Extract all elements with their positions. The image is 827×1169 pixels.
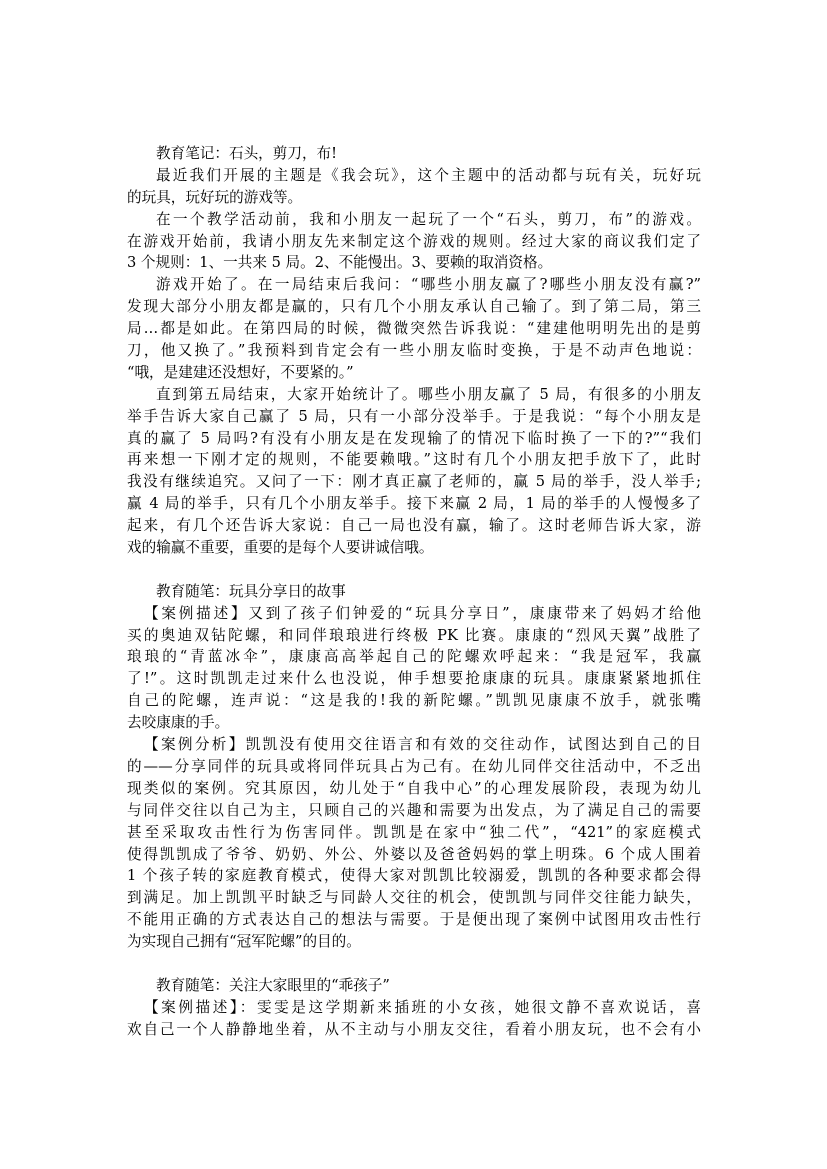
paragraph-line: 欢自己一个人静静地坐着，从不主动与小朋友交往，看着小朋友玩，也不会有小 <box>127 1020 701 1038</box>
paragraph-line: 去咬康康的手。 <box>127 714 230 732</box>
paragraph-line: 【案例描述】：雯雯是这学期新来插班的小女孩，她很文静不喜欢说话，喜 <box>144 998 701 1016</box>
section-title: 教育笔记：石头，剪刀，布! <box>156 145 337 162</box>
paragraph-line: 赢 4 局的举手，只有几个小朋友举手。接下来赢 2 局，1 局的举手的人慢慢多了 <box>127 495 701 513</box>
paragraph-line: 我没有继续追究。又问了一下：刚才真正赢了老师的，赢 5 局的举手，没人举手; <box>127 473 701 491</box>
paragraph-line: 1 个孩子转的家庭教育模式，使得大家对凯凯比较溺爱，凯凯的各种要求都会得 <box>127 867 701 885</box>
paragraph-line: 【案例分析】凯凯没有使用交往语言和有效的交往动作，试图达到自己的目 <box>144 736 701 754</box>
paragraph-line: 局…都是如此。在第四局的时候，微微突然告诉我说：“建建他明明先出的是剪 <box>127 320 701 338</box>
paragraph-line: 游戏开始了。在一局结束后我问：“哪些小朋友赢了?哪些小朋友没有赢?” <box>156 276 701 294</box>
paragraph-line: “哦，是建建还没想好，不要紧的。” <box>127 363 354 381</box>
paragraph-line: 直到第五局结束，大家开始统计了。哪些小朋友赢了 5 局，有很多的小朋友 <box>156 385 701 403</box>
section-title: 教育随笔：关注大家眼里的“乖孩子” <box>156 976 390 994</box>
paragraph-line: 琅琅的“青蓝冰伞”，康康高高举起自己的陀螺欢呼起来：“我是冠军，我赢 <box>127 648 701 666</box>
paragraph-line: 在一个教学活动前，我和小朋友一起玩了一个“石头，剪刀，布”的游戏。 <box>156 210 701 228</box>
paragraph-line: 最近我们开展的主题是《我会玩》，这个主题中的活动都与玩有关，玩好玩 <box>156 166 701 184</box>
paragraph-line: 自己的陀螺，连声说：“这是我的!我的新陀螺。”凯凯见康康不放手，就张嘴 <box>127 692 701 710</box>
paragraph-line: 甚至采取攻击性行为伤害同伴。凯凯是在家中“独二代”，“421”的家庭模式 <box>127 823 701 841</box>
paragraph-line: 起来，有几个还告诉大家说：自己一局也没有赢，输了。这时老师告诉大家，游 <box>127 517 701 535</box>
paragraph-line: 了!”。这时凯凯走过来什么也没说，伸手想要抢康康的玩具。康康紧紧地抓住 <box>127 670 701 688</box>
section-spacer <box>127 559 701 581</box>
paragraph-line: 不能用正确的方式表达自己的想法与需要。于是便出现了案例中试图用攻击性行 <box>127 911 701 929</box>
section-spacer <box>127 953 701 975</box>
paragraph-line: 为实现自己拥有“冠军陀螺”的目的。 <box>127 933 361 951</box>
paragraph-line: 举手告诉大家自己赢了 5 局，只有一小部分没举手。于是我说：“每个小朋友是 <box>127 407 701 425</box>
paragraph-line: 的玩具，玩好玩的游戏等。 <box>127 188 303 206</box>
paragraph-line: 真的赢了 5 局吗?有没有小朋友是在发现输了的情况下临时换了一下的?”“我们 <box>127 429 701 447</box>
paragraph-line: 发现大部分小朋友都是赢的，只有几个小朋友承认自己输了。到了第二局，第三 <box>127 298 701 316</box>
paragraph-line: 使得凯凯成了爷爷、奶奶、外公、外婆以及爸爸妈妈的掌上明珠。6 个成人围着 <box>127 845 701 863</box>
paragraph-line: 在游戏开始前，我请小朋友先来制定这个游戏的规则。经过大家的商议我们定了 <box>127 232 701 250</box>
paragraph-line: 到满足。加上凯凯平时缺乏与同龄人交往的机会，使凯凯与同伴交往能力缺失， <box>127 889 701 907</box>
paragraph-line: 【案例描述】又到了孩子们钟爱的“玩具分享日”，康康带来了妈妈才给他 <box>144 604 701 622</box>
paragraph-line: 3 个规则：1、一共来 5 局。2、不能慢出。3、要赖的取消资格。 <box>127 254 553 272</box>
paragraph-line: 现类似的案例。究其原因，幼儿处于“自我中心”的心理发展阶段，表现为幼儿 <box>127 779 701 797</box>
section-title: 教育随笔：玩具分享日的故事 <box>156 582 346 600</box>
paragraph-line: 买的奥迪双钻陀螺，和同伴琅琅进行终极 PK 比赛。康康的“烈风天翼”战胜了 <box>127 626 701 644</box>
paragraph-line: 刀，他又换了。”我预料到肯定会有一些小朋友临时变换，于是不动声色地说： <box>127 342 701 360</box>
document-body <box>127 143 701 1041</box>
paragraph-line: 戏的输赢不重要，重要的是每个人要讲诚信哦。 <box>127 539 434 557</box>
paragraph-line: 的——分享同伴的玩具或将同伴玩具占为己有。在幼儿同伴交往活动中，不乏出 <box>127 757 701 775</box>
paragraph-line: 与同伴交往以自己为主，只顾自己的兴趣和需要为出发点，为了满足自己的需要 <box>127 801 701 819</box>
paragraph-line: 再来想一下刚才定的规则，不能要赖哦。”这时有几个小朋友把手放下了，此时 <box>127 451 701 469</box>
